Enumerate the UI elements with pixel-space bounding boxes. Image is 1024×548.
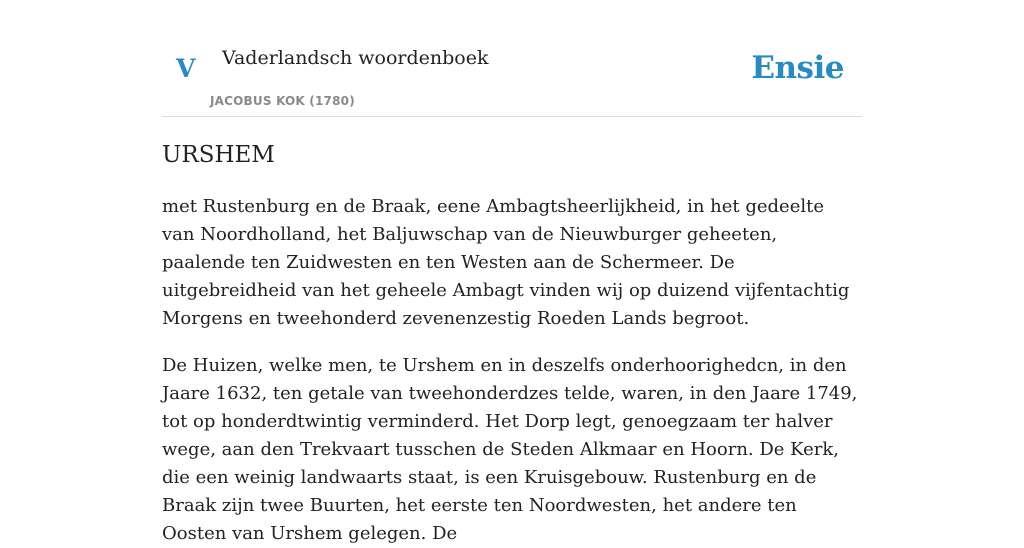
header [162, 0, 862, 117]
entry-title: URSHEM [162, 142, 275, 168]
site-logo-link[interactable]: Ensie [751, 50, 844, 86]
entry-content [162, 136, 862, 548]
book-title-link[interactable]: Vaderlandsch woordenboek [222, 47, 489, 69]
book-author: JACOBUS KOK (1780) [210, 94, 355, 108]
entry-paragraph-2: De Huizen, welke men, te Urshem en in deszelfs onderhoorighedcn, in den Jaare 1632, ten getale van tweehonderdzes telde, waren, in den Jaare 1749, tot op honderdtwintig verminderd. Het Dorp legt, genoegzaam ter halver wege, aan den Trekvaart tusschen de Steden Alkmaar en Hoorn. De Kerk, die een weinig landwaarts staat, is een Kruisgebouw. Rustenburg en de Braak zijn twee Buurten, het eerste ten Noordwesten, het andere ten Oosten van Urshem gelegen. De [162, 355, 858, 544]
entry-paragraph-1: met Rustenburg en de Braak, eene Ambagtsheerlijkheid, in het gedeelte van Noordholland, het Baljuwschap van de Nieuwburger geheeten, paalende ten Zuidwesten en ten Westen aan de Schermeer. De uitgebreidheid van het geheele Ambagt vinden wij op duizend vijfentachtig Morgens en tweehonderd zevenenzestig Roeden Lands begroot. [162, 196, 850, 329]
book-logo-icon[interactable]: V [176, 54, 196, 83]
